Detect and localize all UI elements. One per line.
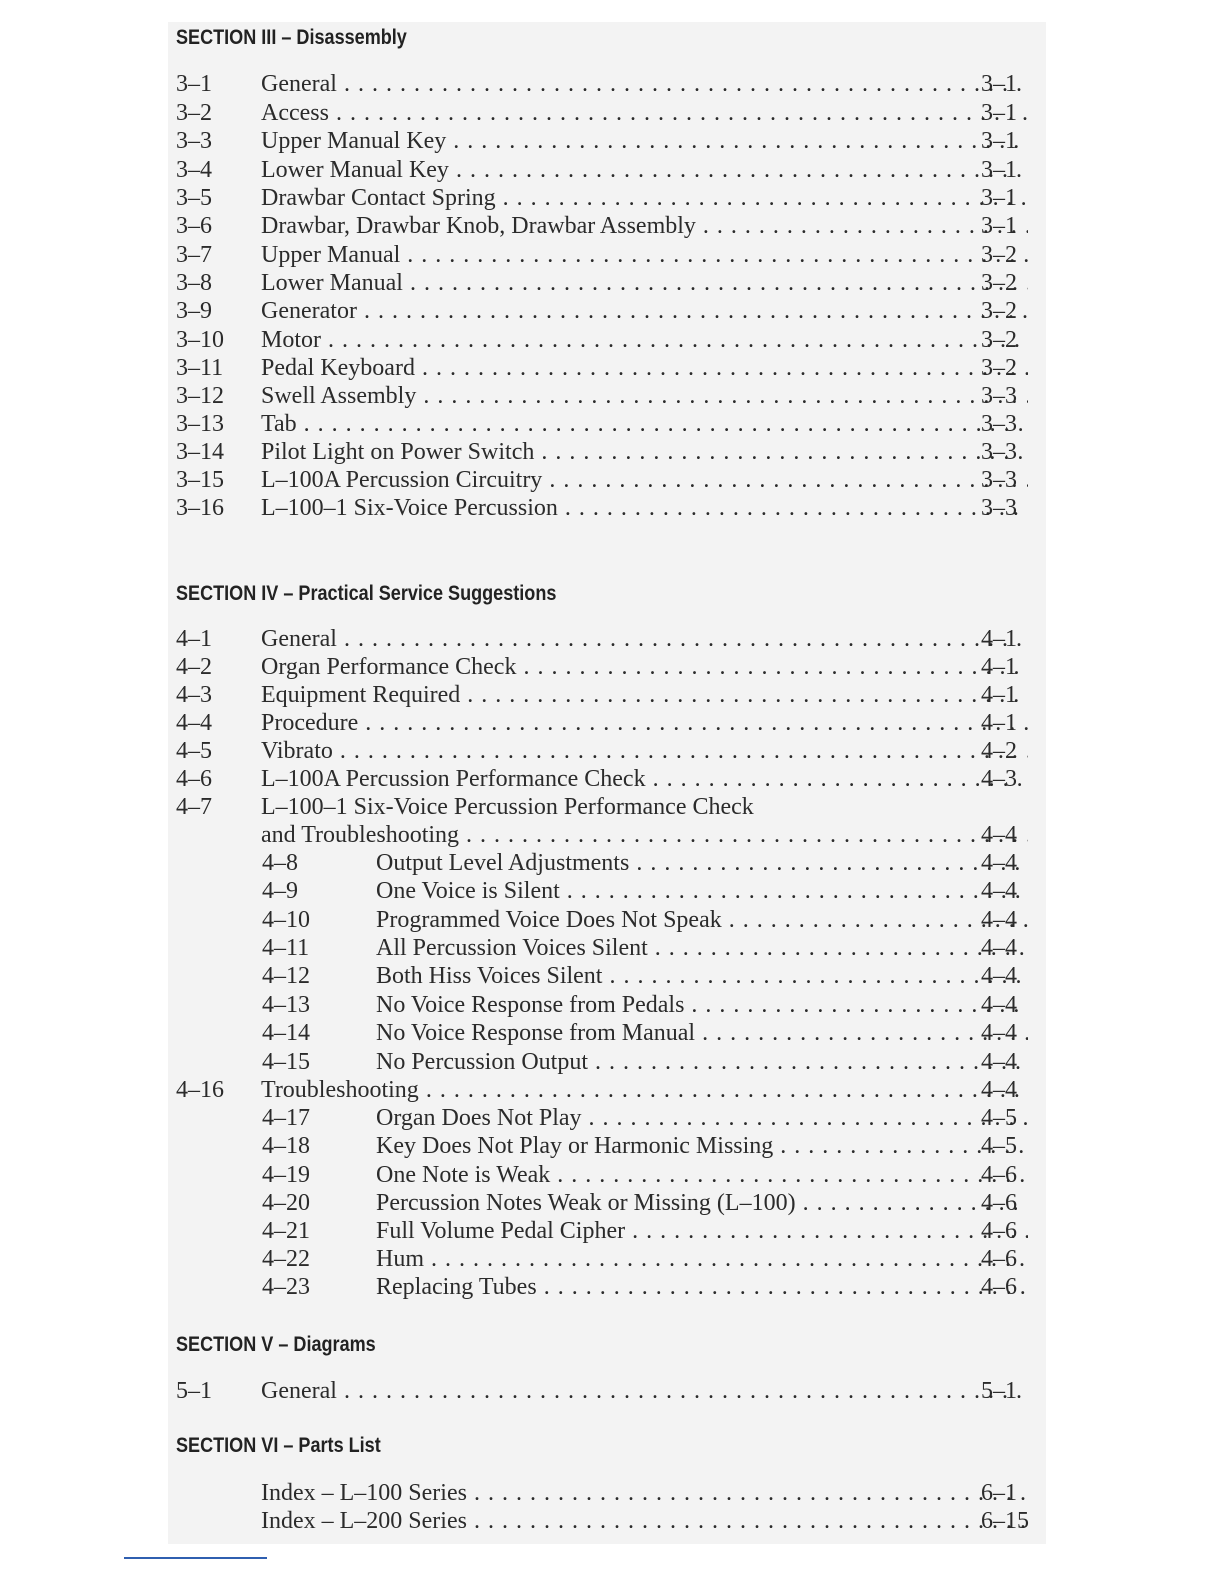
toc-subentry <box>0 849 1224 877</box>
entry-number: 4–17 <box>262 1105 310 1131</box>
toc-entry <box>0 410 1224 438</box>
entry-number: 3–8 <box>176 270 212 296</box>
entry-number: 4–7 <box>176 794 212 820</box>
entry-title: L–100–1 Six-Voice Percussion . . . <box>261 494 1028 522</box>
entry-page: 6–1 <box>981 1480 1017 1506</box>
entry-title: Lower Manual . . . <box>261 269 1028 297</box>
section-heading-v: SECTION V – Diagrams <box>176 1333 376 1356</box>
entry-title: Tab . . . <box>261 410 1028 438</box>
entry-number: 4–20 <box>262 1190 310 1216</box>
entry-number: 4–10 <box>262 907 310 933</box>
toc-subentry <box>0 1161 1224 1189</box>
entry-title: Programmed Voice Does Not Speak . . . <box>376 906 1028 934</box>
entry-number: 3–4 <box>176 157 212 183</box>
entry-page: 4–2 <box>981 738 1017 764</box>
entry-number: 3–2 <box>176 100 212 126</box>
entry-title: Index – L–200 Series . . . <box>261 1507 1028 1535</box>
toc-entry <box>0 1377 1224 1405</box>
entry-page: 4–4 <box>981 878 1017 904</box>
entry-number: 4–21 <box>262 1218 310 1244</box>
toc-subentry <box>0 1048 1224 1076</box>
bottom-rule <box>124 1557 267 1559</box>
toc-subentry <box>0 1273 1224 1301</box>
entry-title: Pedal Keyboard . . . <box>261 354 1028 382</box>
toc-subentry <box>0 1132 1224 1160</box>
entry-title: Full Volume Pedal Cipher . . . <box>376 1217 1028 1245</box>
toc-entry <box>0 212 1224 240</box>
entry-page: 4–5 <box>981 1105 1017 1131</box>
toc-entry <box>0 382 1224 410</box>
entry-title: Hum . . . <box>376 1245 1028 1273</box>
entry-title: Organ Does Not Play . . . <box>376 1104 1028 1132</box>
entry-title: Motor . . . <box>261 326 1028 354</box>
entry-page: 3–2 <box>981 298 1017 324</box>
entry-title: Troubleshooting . . . <box>261 1076 1028 1104</box>
entry-page: 4–4 <box>981 907 1017 933</box>
entry-number: 4–2 <box>176 654 212 680</box>
entry-page: 4–4 <box>981 822 1017 848</box>
entry-title: All Percussion Voices Silent . . . <box>376 934 1028 962</box>
entry-title: Replacing Tubes . . . <box>376 1273 1028 1301</box>
toc-entry <box>0 156 1224 184</box>
toc-entry <box>0 354 1224 382</box>
entry-page: 4–4 <box>981 1049 1017 1075</box>
entry-page: 3–1 <box>981 213 1017 239</box>
entry-number: 3–14 <box>176 439 224 465</box>
entry-page: 3–1 <box>981 157 1017 183</box>
entry-title: General . . . <box>261 1377 1028 1405</box>
entry-number: 4–22 <box>262 1246 310 1272</box>
entry-title: L–100–1 Six-Voice Percussion Performance Check <box>261 794 754 820</box>
toc-entry <box>0 241 1224 269</box>
entry-title: Procedure . . . <box>261 709 1028 737</box>
entry-number: 3–6 <box>176 213 212 239</box>
toc-entry <box>0 269 1224 297</box>
entry-page: 3–2 <box>981 355 1017 381</box>
entry-title: Swell Assembly . . . <box>261 382 1028 410</box>
entry-title: L–100A Percussion Performance Check . . . <box>261 765 1028 793</box>
entry-title: Drawbar Contact Spring . . . <box>261 184 1028 212</box>
entry-title: Equipment Required . . . <box>261 681 1028 709</box>
toc-subentry <box>0 1245 1224 1273</box>
entry-title: Access . . . <box>261 99 1028 127</box>
entry-number: 4–14 <box>262 1020 310 1046</box>
entry-page: 4–4 <box>981 850 1017 876</box>
toc-entry <box>0 494 1224 522</box>
entry-page: 4–6 <box>981 1274 1017 1300</box>
entry-number: 4–3 <box>176 682 212 708</box>
entry-number: 3–15 <box>176 467 224 493</box>
entry-title: One Voice is Silent . . . <box>376 877 1028 905</box>
entry-page: 4–6 <box>981 1218 1017 1244</box>
entry-number: 3–10 <box>176 327 224 353</box>
entry-number: 3–7 <box>176 242 212 268</box>
toc-subentry <box>0 877 1224 905</box>
entry-number: 4–12 <box>262 963 310 989</box>
entry-page: 3–2 <box>981 327 1017 353</box>
entry-title: Both Hiss Voices Silent . . . <box>376 962 1028 990</box>
toc-entry <box>0 438 1224 466</box>
entry-page: 3–1 <box>981 71 1017 97</box>
toc-entry <box>0 793 1224 821</box>
toc-entry <box>0 1507 1224 1535</box>
section-heading-iii: SECTION III – Disassembly <box>176 26 407 49</box>
entry-page: 4–4 <box>981 1077 1017 1103</box>
entry-page: 3–1 <box>981 185 1017 211</box>
entry-number: 4–18 <box>262 1133 310 1159</box>
entry-page: 4–1 <box>981 654 1017 680</box>
entry-number: 4–23 <box>262 1274 310 1300</box>
toc-entry <box>0 653 1224 681</box>
toc-entry <box>0 127 1224 155</box>
entry-page: 4–1 <box>981 682 1017 708</box>
toc-entry <box>0 737 1224 765</box>
entry-number: 4–13 <box>262 992 310 1018</box>
entry-title: Upper Manual Key . . . <box>261 127 1028 155</box>
entry-page: 4–1 <box>981 710 1017 736</box>
toc-subentry <box>0 1104 1224 1132</box>
entry-page: 4–6 <box>981 1190 1017 1216</box>
toc-entry <box>0 70 1224 98</box>
toc-subentry <box>0 906 1224 934</box>
entry-page: 4–4 <box>981 1020 1017 1046</box>
entry-page: 4–1 <box>981 626 1017 652</box>
entry-number: 3–1 <box>176 71 212 97</box>
entry-page: 3–3 <box>981 411 1017 437</box>
entry-title: Pilot Light on Power Switch . . . <box>261 438 1028 466</box>
entry-title: No Percussion Output . . . <box>376 1048 1028 1076</box>
entry-title: General . . . <box>261 70 1028 98</box>
entry-page: 3–2 <box>981 242 1017 268</box>
entry-page: 4–4 <box>981 992 1017 1018</box>
entry-number: 4–6 <box>176 766 212 792</box>
entry-number: 4–19 <box>262 1162 310 1188</box>
entry-number: 3–11 <box>176 355 224 381</box>
entry-title: Lower Manual Key . . . <box>261 156 1028 184</box>
toc-entry <box>0 765 1224 793</box>
entry-page: 3–1 <box>981 128 1017 154</box>
entry-title: Organ Performance Check . . . <box>261 653 1028 681</box>
entry-number: 4–5 <box>176 738 212 764</box>
entry-page: 3–3 <box>981 439 1017 465</box>
entry-title: Output Level Adjustments . . . <box>376 849 1028 877</box>
entry-page: 4–5 <box>981 1133 1017 1159</box>
toc-entry <box>0 1479 1224 1507</box>
entry-title: and Troubleshooting . . . <box>261 821 1028 849</box>
entry-number: 3–5 <box>176 185 212 211</box>
entry-title: Key Does Not Play or Harmonic Missing . . . <box>376 1132 1028 1160</box>
toc-entry <box>0 1076 1224 1104</box>
entry-page: 4–6 <box>981 1246 1017 1272</box>
entry-page: 4–4 <box>981 963 1017 989</box>
entry-title: Index – L–100 Series . . . <box>261 1479 1028 1507</box>
section-heading-vi: SECTION VI – Parts List <box>176 1434 381 1457</box>
entry-number: 4–15 <box>262 1049 310 1075</box>
entry-title: General . . . <box>261 625 1028 653</box>
entry-page: 4–6 <box>981 1162 1017 1188</box>
entry-title: Vibrato . . . <box>261 737 1028 765</box>
entry-page: 3–3 <box>981 495 1017 521</box>
entry-number: 3–12 <box>176 383 224 409</box>
entry-number: 3–3 <box>176 128 212 154</box>
entry-number: 4–8 <box>262 850 298 876</box>
entry-number: 4–1 <box>176 626 212 652</box>
toc-entry <box>0 625 1224 653</box>
entry-title: Upper Manual . . . <box>261 241 1028 269</box>
toc-entry <box>0 681 1224 709</box>
entry-title: L–100A Percussion Circuitry . . . <box>261 466 1028 494</box>
entry-number: 4–9 <box>262 878 298 904</box>
entry-number: 5–1 <box>176 1378 212 1404</box>
entry-page: 5–1 <box>981 1378 1017 1404</box>
entry-number: 4–4 <box>176 710 212 736</box>
entry-number: 3–16 <box>176 495 224 521</box>
section-heading-iv: SECTION IV – Practical Service Suggestions <box>176 582 557 605</box>
entry-number: 3–9 <box>176 298 212 324</box>
entry-title: Drawbar, Drawbar Knob, Drawbar Assembly . . . <box>261 212 1028 240</box>
toc-subentry <box>0 962 1224 990</box>
toc-entry <box>0 709 1224 737</box>
toc-subentry <box>0 1019 1224 1047</box>
entry-title: No Voice Response from Pedals . . . <box>376 991 1028 1019</box>
toc-entry <box>0 99 1224 127</box>
entry-page: 4–4 <box>981 935 1017 961</box>
entry-number: 4–16 <box>176 1077 224 1103</box>
entry-title: One Note is Weak . . . <box>376 1161 1028 1189</box>
entry-page: 3–1 <box>981 100 1017 126</box>
toc-entry <box>0 184 1224 212</box>
entry-page: 3–2 <box>981 270 1017 296</box>
toc-subentry <box>0 1217 1224 1245</box>
entry-title: Percussion Notes Weak or Missing (L–100) . . . <box>376 1189 1028 1217</box>
toc-entry <box>0 466 1224 494</box>
entry-page: 3–3 <box>981 383 1017 409</box>
entry-title: No Voice Response from Manual . . . <box>376 1019 1028 1047</box>
entry-page: 4–3 <box>981 766 1017 792</box>
toc-subentry <box>0 934 1224 962</box>
entry-number: 3–13 <box>176 411 224 437</box>
entry-page: 3–3 <box>981 467 1017 493</box>
toc-subentry <box>0 991 1224 1019</box>
entry-title: Generator . . . <box>261 297 1028 325</box>
toc-entry <box>0 326 1224 354</box>
toc-entry <box>0 297 1224 325</box>
entry-number: 4–11 <box>262 935 310 961</box>
entry-page: 6–15 <box>981 1508 1029 1534</box>
toc-entry <box>0 821 1224 849</box>
toc-subentry <box>0 1189 1224 1217</box>
